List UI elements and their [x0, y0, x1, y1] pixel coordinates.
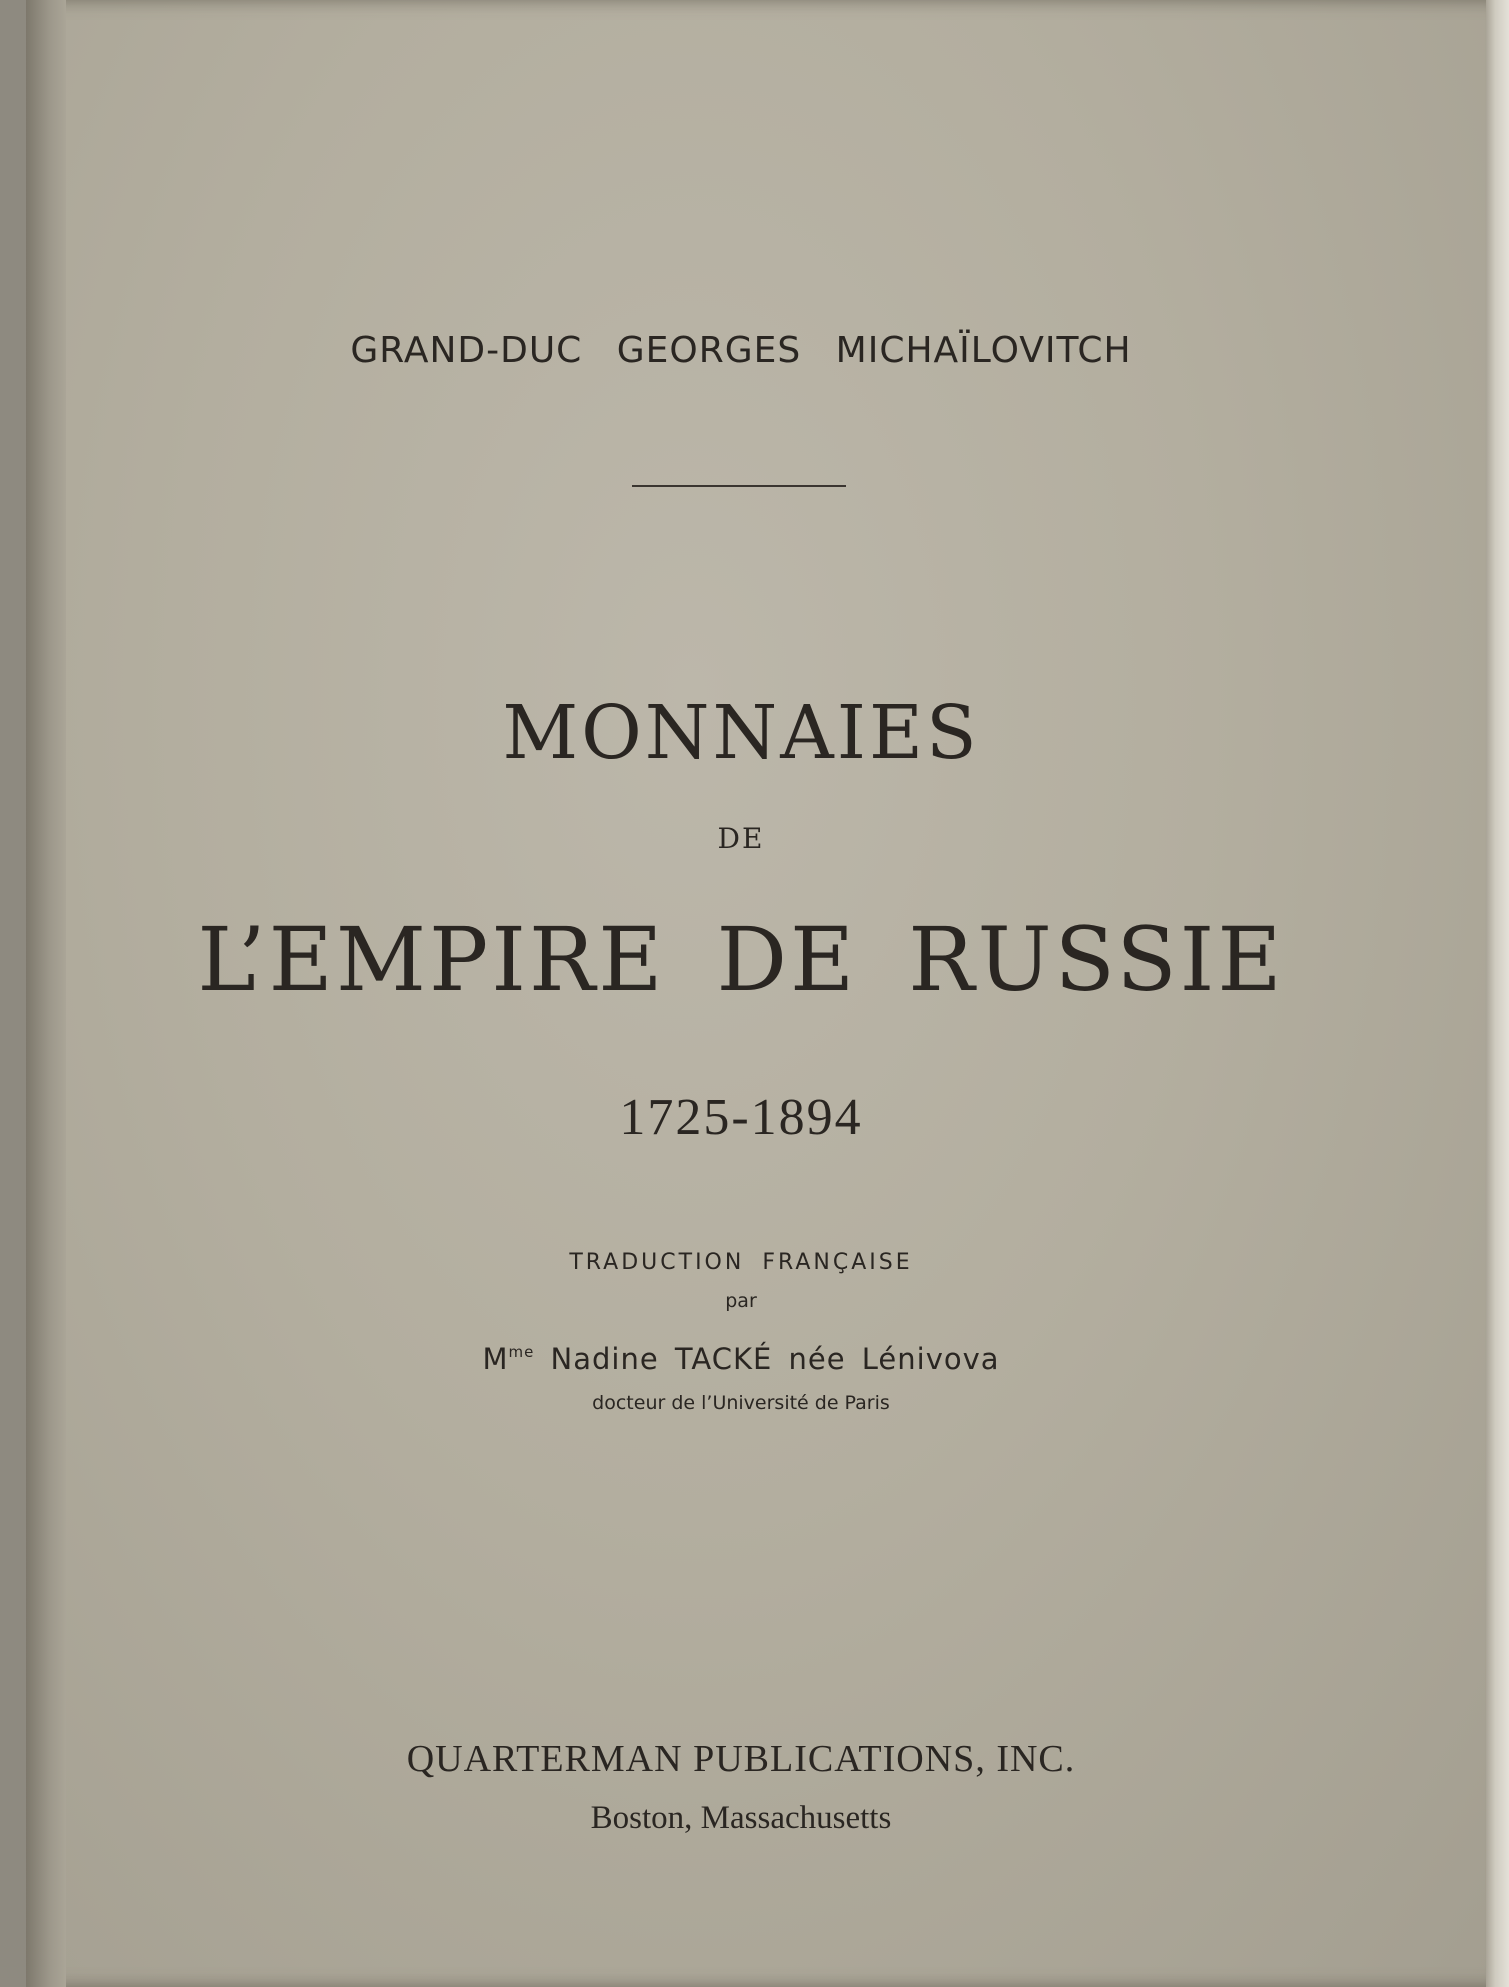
- translator-prefix: M: [482, 1342, 509, 1376]
- translator-prefix-sup: me: [508, 1343, 535, 1361]
- title-line-2: L’EMPIRE DE RUSSIE: [197, 908, 1285, 1011]
- divider-rule: [632, 485, 846, 487]
- title-connector: DE: [717, 822, 765, 855]
- translator-name: Nadine TACKÉ née Lénivova: [550, 1342, 1000, 1376]
- publisher-name: QUARTERMAN PUBLICATIONS, INC.: [406, 1738, 1076, 1780]
- by-label: par: [725, 1290, 757, 1312]
- translator-line: [26, 1342, 1456, 1376]
- publisher-city: Boston, Massachusetts: [590, 1800, 892, 1836]
- date-range: 1725-1894: [619, 1089, 863, 1146]
- translator-credential: docteur de l’Université de Paris: [592, 1392, 890, 1414]
- title-line-1: MONNAIES: [502, 690, 980, 776]
- author-name: GRAND-DUC GEORGES MICHAÏLOVITCH: [350, 330, 1132, 371]
- page-edge: [1486, 0, 1509, 1987]
- translation-label: TRADUCTION FRANÇAISE: [569, 1250, 913, 1275]
